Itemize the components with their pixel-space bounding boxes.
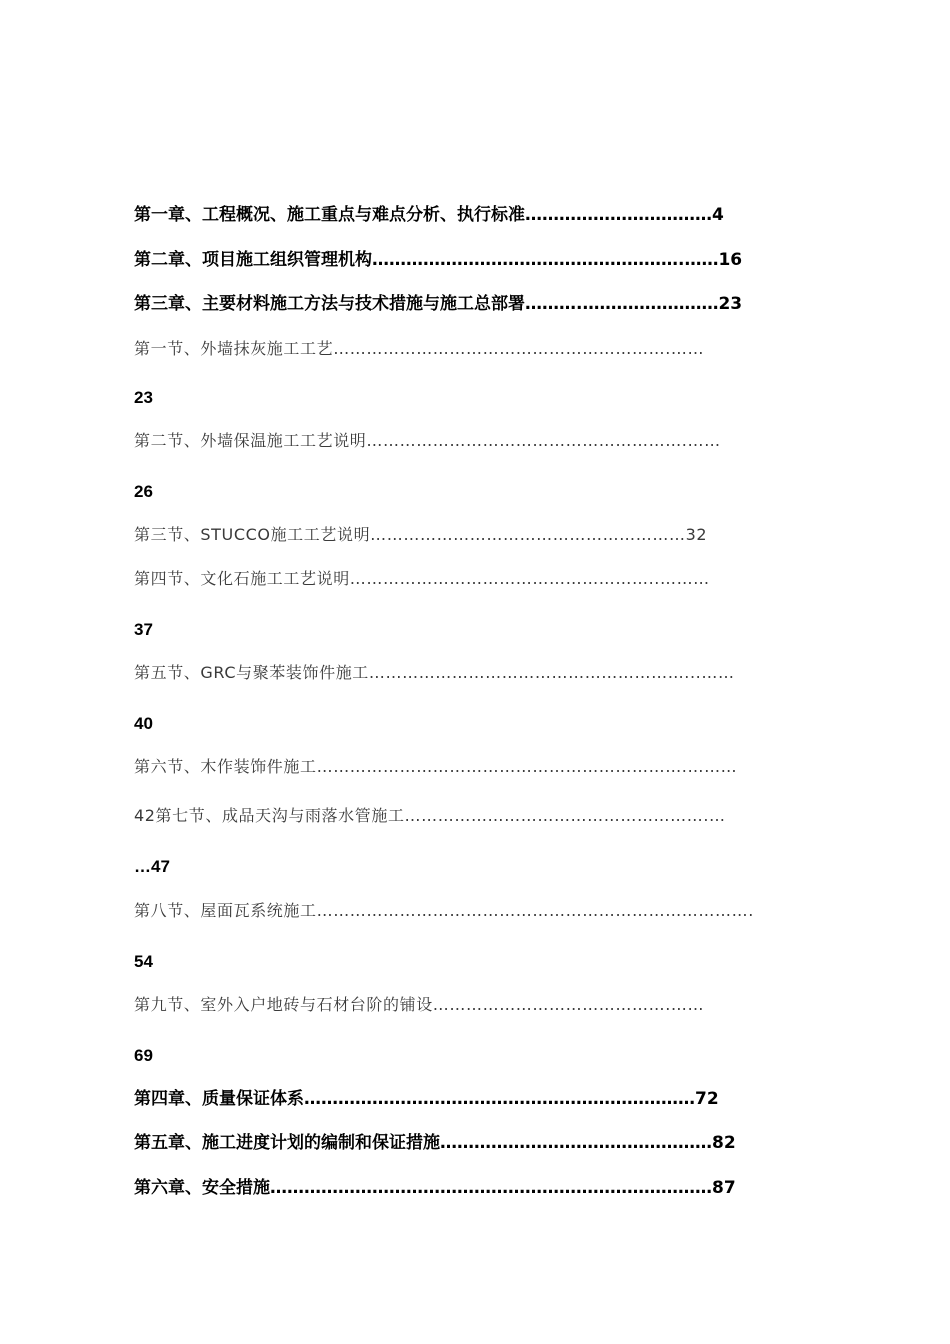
toc-section-1: 第一节、外墙抹灰施工工艺…………………………………………………….…… [134, 339, 705, 358]
toc-section-5-page: 40 [134, 714, 153, 733]
toc-section-1-page: 23 [134, 388, 153, 407]
toc-chapter-5: 第五章、施工进度计划的编制和保证措施…………………………………………82 [134, 1133, 736, 1153]
toc-section-7: 42第七节、成品天沟与雨落水管施工……………………………………………….… [134, 806, 726, 825]
toc-section-4-page: 37 [134, 620, 153, 639]
toc-section-8: 第八节、屋面瓦系统施工……………………………………………………………………. [134, 901, 754, 920]
toc-section-4: 第四节、文化石施工工艺说明………………………………………………..……… [134, 569, 710, 588]
toc-section-2: 第二节、外墙保温施工工艺说明………………………………………………….…… [134, 431, 721, 450]
toc-section-8-page: 54 [134, 952, 153, 971]
toc-section-6: 第六节、木作装饰件施工………………………………………………………….……… [134, 757, 738, 776]
toc-section-2-page: 26 [134, 482, 153, 501]
toc-section-9: 第九节、室外入户地砖与石材台阶的铺设…………………………………….…… [134, 995, 705, 1014]
toc-section-5: 第五节、GRC与聚苯装饰件施工…………………………………………………...…… [134, 663, 735, 682]
toc-chapter-2: 第二章、项目施工组织管理机构……………………………………………….……16 [134, 250, 743, 270]
toc-section-7-page: …47 [134, 857, 170, 876]
toc-chapter-3: 第三章、主要材料施工方法与技术措施与施工总部署……….……………………23 [134, 294, 743, 314]
toc-chapter-4: 第四章、质量保证体系……………………………………………………………72 [134, 1089, 719, 1109]
toc-chapter-6: 第六章、安全措施……………………………………………………………………87 [134, 1178, 736, 1198]
toc-section-3: 第三节、STUCCO施工工艺说明…………………………………………………32 [134, 525, 708, 544]
toc-section-9-page: 69 [134, 1046, 153, 1065]
toc-chapter-1: 第一章、工程概况、施工重点与难点分析、执行标准……………………………4 [134, 205, 724, 225]
